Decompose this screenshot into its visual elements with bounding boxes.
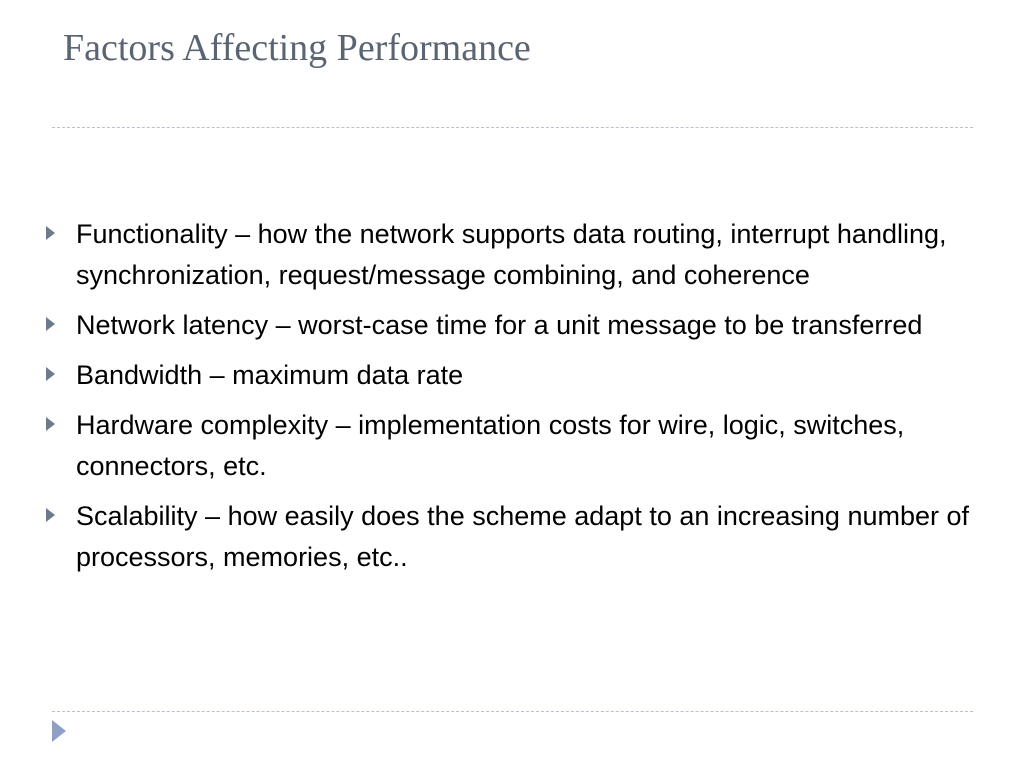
bullet-item-hardware-complexity xyxy=(44,405,984,487)
bullet-triangle-icon xyxy=(46,508,55,522)
next-slide-arrow-icon[interactable] xyxy=(52,720,66,742)
bullet-triangle-icon xyxy=(46,367,55,381)
slide-title: Factors Affecting Performance xyxy=(63,27,531,69)
bullet-item-network-latency xyxy=(44,305,984,346)
bullet-list xyxy=(44,214,984,587)
title-divider xyxy=(52,127,973,128)
bullet-text: Hardware complexity – implementation costs for wire, logic, switches, connectors, etc. xyxy=(76,410,905,481)
bullet-triangle-icon xyxy=(46,226,55,240)
bullet-triangle-icon xyxy=(46,317,55,331)
bullet-item-scalability xyxy=(44,496,984,578)
footer-divider xyxy=(52,711,973,712)
bullet-text: Network latency – worst-case time for a unit message to be transferred xyxy=(76,310,923,340)
bullet-item-bandwidth xyxy=(44,355,984,396)
bullet-item-functionality xyxy=(44,214,984,296)
bullet-triangle-icon xyxy=(46,417,55,431)
bullet-text: Functionality – how the network supports data routing, interrupt handling, synchronization, request/message combining, and coherence xyxy=(76,219,947,290)
bullet-text: Scalability – how easily does the scheme adapt to an increasing number of processors, memories, etc.. xyxy=(76,501,970,572)
bullet-text: Bandwidth – maximum data rate xyxy=(76,360,464,390)
